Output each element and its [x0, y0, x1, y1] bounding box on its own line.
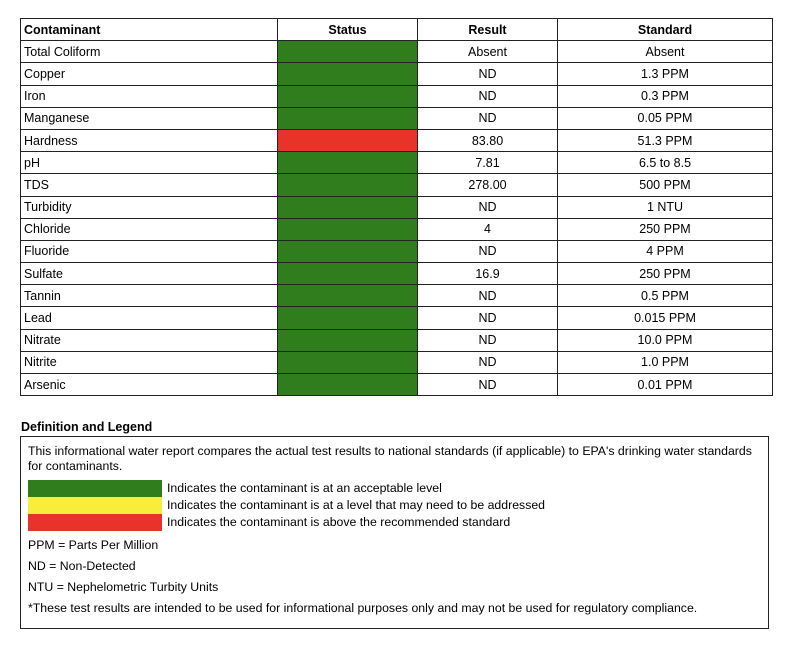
table-row [21, 63, 773, 85]
status-indicator [278, 285, 418, 307]
contaminant-name: Total Coliform [21, 41, 278, 63]
disclaimer: *These test results are intended to be used for informational purposes only and may not be used for regulatory compliance. [28, 601, 698, 615]
legend-swatch-above [28, 514, 162, 531]
table-row [21, 307, 773, 329]
definition-line: NTU = Nephelometric Turbity Units [28, 580, 219, 594]
contaminant-name: Manganese [21, 107, 278, 129]
result-value: 278.00 [418, 174, 558, 196]
table-row [21, 374, 773, 396]
standard-value: 10.0 PPM [558, 329, 773, 351]
contaminant-name: TDS [21, 174, 278, 196]
legend-swatches [28, 480, 758, 531]
standard-value: 500 PPM [558, 174, 773, 196]
table-row [21, 263, 773, 285]
table-row [21, 85, 773, 107]
result-value: 4 [418, 218, 558, 240]
table-row [21, 107, 773, 129]
header-status: Status [278, 19, 418, 41]
legend-label: Indicates the contaminant is above the recommended standard [167, 515, 511, 529]
legend-definitions [28, 538, 758, 596]
table-row [21, 351, 773, 373]
result-value: 16.9 [418, 263, 558, 285]
result-value: ND [418, 240, 558, 262]
table-row [21, 174, 773, 196]
legend-item [28, 480, 758, 497]
status-indicator [278, 196, 418, 218]
table-header-row [21, 19, 773, 41]
standard-value: Absent [558, 41, 773, 63]
result-value: ND [418, 374, 558, 396]
table-row [21, 196, 773, 218]
contaminant-name: pH [21, 152, 278, 174]
contaminant-name: Nitrite [21, 351, 278, 373]
legend-label: Indicates the contaminant is at an acceptable level [167, 481, 442, 495]
standard-value: 250 PPM [558, 218, 773, 240]
status-indicator [278, 63, 418, 85]
result-value: ND [418, 85, 558, 107]
contaminant-name: Chloride [21, 218, 278, 240]
status-indicator [278, 152, 418, 174]
contaminant-name: Turbidity [21, 196, 278, 218]
result-value: 7.81 [418, 152, 558, 174]
standard-value: 4 PPM [558, 240, 773, 262]
status-indicator [278, 129, 418, 151]
status-indicator [278, 218, 418, 240]
standard-value: 0.01 PPM [558, 374, 773, 396]
header-contaminant: Contaminant [21, 19, 278, 41]
status-indicator [278, 263, 418, 285]
contaminant-name: Fluoride [21, 240, 278, 262]
status-indicator [278, 174, 418, 196]
definition-line: ND = Non-Detected [28, 559, 136, 573]
legend-box [20, 436, 769, 629]
contaminant-name: Tannin [21, 285, 278, 307]
header-standard: Standard [558, 19, 773, 41]
status-indicator [278, 329, 418, 351]
table-row [21, 129, 773, 151]
standard-value: 1.0 PPM [558, 351, 773, 373]
contaminant-name: Hardness [21, 129, 278, 151]
result-value: ND [418, 196, 558, 218]
status-indicator [278, 307, 418, 329]
standard-value: 0.015 PPM [558, 307, 773, 329]
result-value: ND [418, 307, 558, 329]
result-value: ND [418, 329, 558, 351]
standard-value: 1.3 PPM [558, 63, 773, 85]
table-row [21, 329, 773, 351]
legend-heading: Definition and Legend [21, 420, 153, 434]
legend-swatch-acceptable [28, 480, 162, 497]
table-row [21, 41, 773, 63]
contaminant-name: Nitrate [21, 329, 278, 351]
standard-value: 6.5 to 8.5 [558, 152, 773, 174]
header-result: Result [418, 19, 558, 41]
contaminant-name: Copper [21, 63, 278, 85]
status-indicator [278, 107, 418, 129]
legend-label: Indicates the contaminant is at a level that may need to be addressed [167, 498, 546, 512]
table-row [21, 240, 773, 262]
result-value: ND [418, 285, 558, 307]
legend-item [28, 497, 758, 514]
result-value: ND [418, 107, 558, 129]
status-indicator [278, 351, 418, 373]
status-indicator [278, 85, 418, 107]
table-row [21, 218, 773, 240]
standard-value: 1 NTU [558, 196, 773, 218]
table-row [21, 152, 773, 174]
contaminant-name: Lead [21, 307, 278, 329]
result-value: ND [418, 63, 558, 85]
legend-item [28, 514, 758, 531]
status-indicator [278, 41, 418, 63]
definition-line: PPM = Parts Per Million [28, 538, 159, 552]
table-row [21, 285, 773, 307]
legend-swatch-warning [28, 497, 162, 514]
result-value: 83.80 [418, 129, 558, 151]
contaminant-name: Iron [21, 85, 278, 107]
standard-value: 0.05 PPM [558, 107, 773, 129]
contaminant-name: Sulfate [21, 263, 278, 285]
standard-value: 250 PPM [558, 263, 773, 285]
status-indicator [278, 240, 418, 262]
standard-value: 0.5 PPM [558, 285, 773, 307]
standard-value: 0.3 PPM [558, 85, 773, 107]
result-value: Absent [418, 41, 558, 63]
standard-value: 51.3 PPM [558, 129, 773, 151]
legend-intro: This informational water report compares the actual test results to national standards (if applicable) to EPA's drinking water standards for contaminants. [28, 444, 752, 473]
status-indicator [278, 374, 418, 396]
contaminant-name: Arsenic [21, 374, 278, 396]
result-value: ND [418, 351, 558, 373]
results-table [20, 18, 773, 396]
